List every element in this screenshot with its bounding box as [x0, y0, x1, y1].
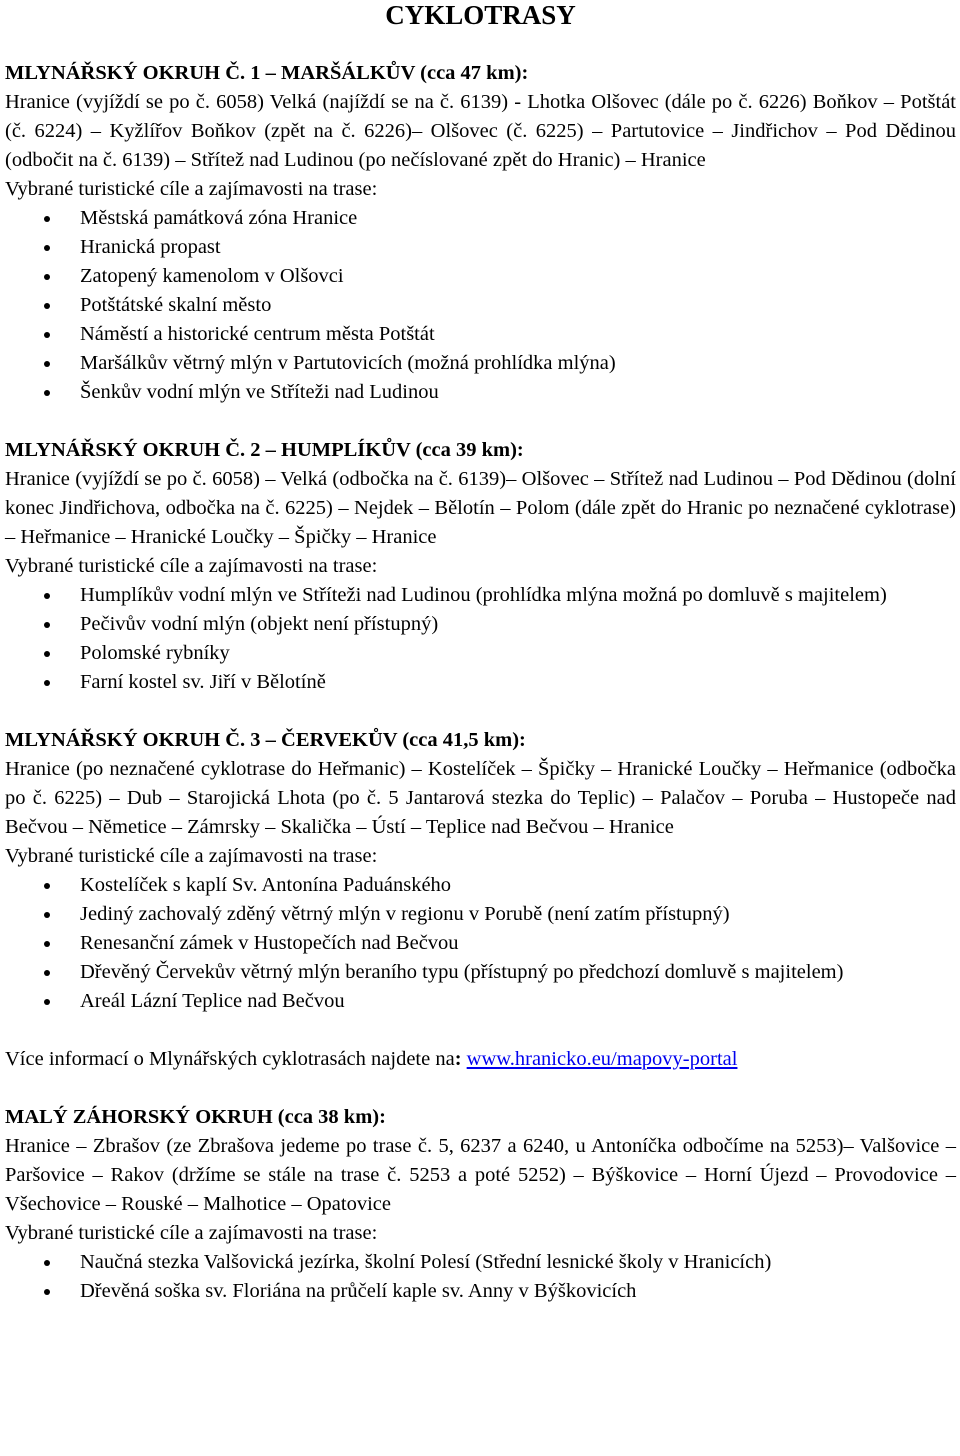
list-item: Zatopený kamenolom v Olšovci: [5, 262, 956, 291]
list-item: Maršálkův větrný mlýn v Partutovicích (možná prohlídka mlýna): [5, 349, 956, 378]
route-description: Hranice (po neznačené cyklotrase do Heřmanic) – Kostelíček – Špičky – Hranické Loučky – Heřmanice (odbočka po č. 6225) – Dub – Starojická Lhota (po č. 5 Jantarová stezka do Teplic) – Palačov – Poruba – Hustopeče nad Bečvou – Nĕmetice – Zámrsky – Skalička – Ústí – Teplice nad Bečvou – Hranice: [5, 758, 956, 838]
route-description: Hranice (vyjíždí se po č. 6058) – Velká (odbočka na č. 6139)– Olšovec – Střítež nad Ludinou – Pod Dědinou (dolní konec Jindřichova, odbočka na č. 6225) – Nejdek – Bělotín – Polom (dále zpět do Hranic po neznačené cyklotrase) – Heřmanice – Hranické Loučky – Špičky – Hranice: [5, 468, 956, 548]
sights-list: [5, 1248, 956, 1306]
list-item: Pečivův vodní mlýn (objekt není přístupný): [5, 610, 956, 639]
sights-list: [5, 581, 956, 697]
list-item: Humplíkův vodní mlýn ve Stříteži nad Ludinou (prohlídka mlýna možná po domluvě s majitelem): [5, 581, 956, 610]
list-item: Dřevěný Červekův větrný mlýn beraního typu (přístupný po předchozí domluvě s majitelem): [5, 958, 956, 987]
portal-link[interactable]: www.hranicko.eu/mapovy-portal: [466, 1048, 738, 1070]
list-item: Renesanční zámek v Hustopečích nad Bečvou: [5, 929, 956, 958]
list-item: Městská památková zóna Hranice: [5, 204, 956, 233]
list-item: Náměstí a historické centrum města Potštát: [5, 320, 956, 349]
list-item: Areál Lázní Teplice nad Bečvou: [5, 987, 956, 1016]
route-section-1: [5, 59, 956, 407]
document-title: CYKLOTRASY: [385, 0, 576, 30]
sights-list: [5, 871, 956, 1016]
list-item: Kostelíček s kaplí Sv. Antonína Paduánského: [5, 871, 956, 900]
section-heading: MLYNÁŘSKÝ OKRUH Č. 3 – ČERVEKŮV (cca 41,5 km):: [5, 729, 526, 751]
route-section-4: [5, 1103, 956, 1306]
sights-heading: Vybrané turistické cíle a zajímavosti na trase:: [5, 178, 378, 200]
list-item: Farní kostel sv. Jiří v Bělotíně: [5, 668, 956, 697]
list-item: Polomské rybníky: [5, 639, 956, 668]
route-description: Hranice (vyjíždí se po č. 6058) Velká (najíždí se na č. 6139) - Lhotka Olšovec (dále po č. 6226) Boňkov – Potštát (č. 6224) – Kyžlířov Boňkov (zpět na č. 6226)– Olšovec (č. 6225) – Partutovice – Jindřichov – Pod Dědinou (odbočit na č. 6139) – Střítež nad Ludinou (po nečíslované zpět do Hranic) – Hranice: [5, 91, 956, 171]
list-item: Hranická propast: [5, 233, 956, 262]
sights-heading: Vybrané turistické cíle a zajímavosti na trase:: [5, 1222, 378, 1244]
list-item: Potštátské skalní město: [5, 291, 956, 320]
sights-heading: Vybrané turistické cíle a zajímavosti na trase:: [5, 555, 378, 577]
section-heading: MLYNÁŘSKÝ OKRUH Č. 1 – MARŠÁLKŮV (cca 47 km):: [5, 62, 529, 84]
route-section-2: [5, 436, 956, 697]
more-info-text: Více informací o Mlynářských cyklotrasách najdete na: [5, 1048, 455, 1070]
section-heading: MLYNÁŘSKÝ OKRUH Č. 2 – HUMPLÍKŮV (cca 39 km):: [5, 439, 524, 461]
sights-list: [5, 204, 956, 407]
list-item: Naučná stezka Valšovická jezírka, školní Polesí (Střední lesnické školy v Hranicích): [5, 1248, 956, 1277]
route-section-3: [5, 726, 956, 1016]
list-item: Jediný zachovalý zděný větrný mlýn v regionu v Porubě (není zatím přístupný): [5, 900, 956, 929]
sights-heading: Vybrané turistické cíle a zajímavosti na trase:: [5, 845, 378, 867]
more-info-line: [5, 1045, 956, 1074]
section-heading: MALÝ ZÁHORSKÝ OKRUH (cca 38 km):: [5, 1106, 386, 1128]
list-item: Šenkův vodní mlýn ve Stříteži nad Ludinou: [5, 378, 956, 407]
list-item: Dřevěná soška sv. Floriána na průčelí kaple sv. Anny v Býškovicích: [5, 1277, 956, 1306]
more-info-colon: :: [454, 1048, 462, 1070]
route-description: Hranice – Zbrašov (ze Zbrašova jedeme po trase č. 5, 6237 a 6240, u Antoníčka odbočíme na 5253)– Valšovice – Paršovice – Rakov (držíme se stále na trase č. 5253 a poté 5252) – Býškovice – Horní Újezd – Provodovice – Všechovice – Rouské – Malhotice – Opatovice: [5, 1135, 956, 1215]
